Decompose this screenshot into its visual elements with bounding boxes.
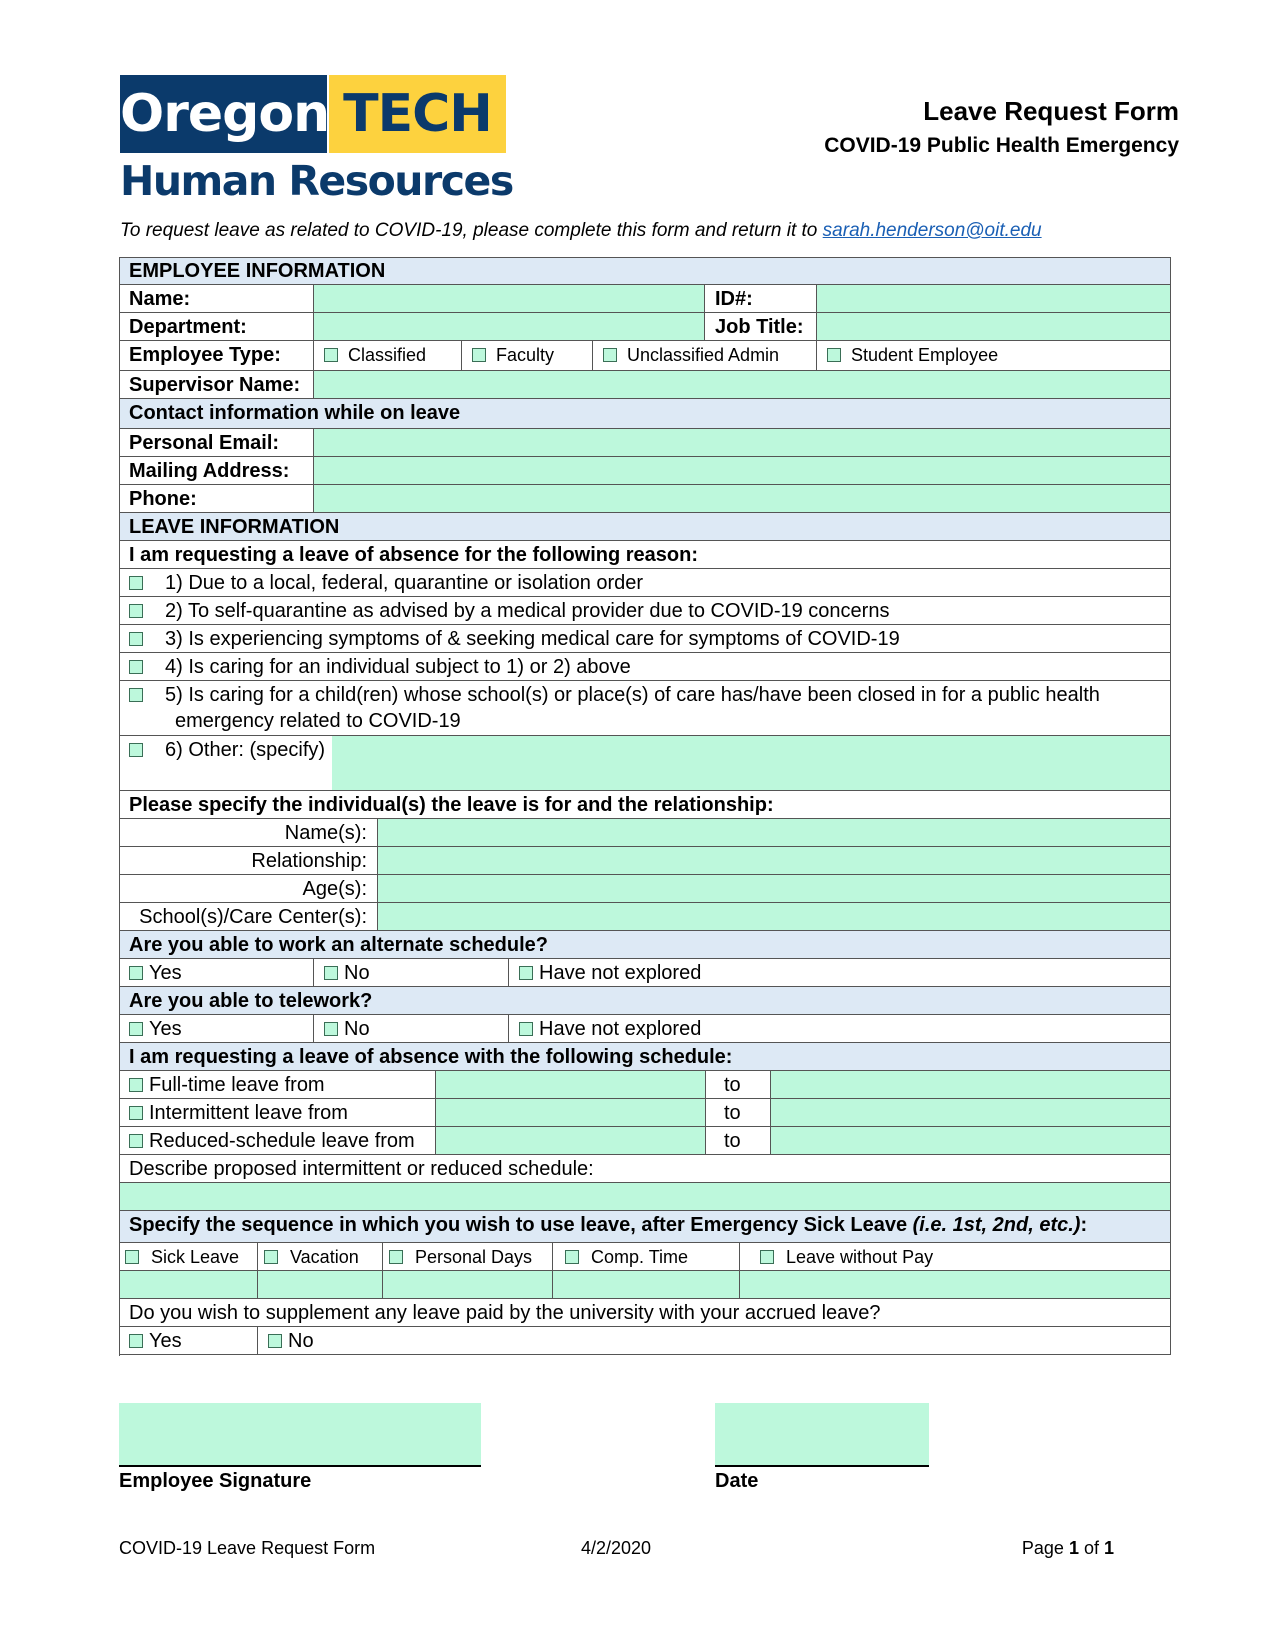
intermittent-from-field[interactable] — [436, 1099, 706, 1127]
schedule-reduced[interactable] — [119, 1127, 436, 1155]
checkbox-icon[interactable] — [472, 348, 486, 362]
telework-not-explored[interactable] — [509, 1015, 1171, 1043]
personal-days-order-field[interactable] — [383, 1271, 553, 1299]
checkbox-icon[interactable] — [129, 576, 143, 590]
individual-names-field[interactable] — [378, 819, 1171, 847]
checkbox-icon[interactable] — [129, 1022, 143, 1036]
reduced-to-field[interactable] — [771, 1127, 1171, 1155]
option-label: Personal Days — [415, 1247, 533, 1267]
leave-type-personal-days[interactable] — [383, 1243, 553, 1271]
date-field[interactable] — [715, 1403, 929, 1467]
alt-schedule-prompt: Are you able to work an alternate schedule? — [119, 931, 1171, 959]
hr-email-link[interactable]: sarah.henderson@oit.edu — [822, 220, 1042, 241]
leave-type-comp-time[interactable] — [553, 1243, 740, 1271]
alt-schedule-not-explored[interactable] — [509, 959, 1171, 987]
leave-type-sick[interactable] — [119, 1243, 258, 1271]
option-label: Faculty — [496, 345, 555, 365]
checkbox-icon[interactable] — [565, 1250, 579, 1264]
option-label: Student Employee — [851, 345, 999, 365]
logo-oregon: Oregon — [120, 75, 327, 153]
option-label: Vacation — [290, 1247, 359, 1267]
leave-type-without-pay[interactable] — [740, 1243, 1171, 1271]
checkbox-icon[interactable] — [129, 1334, 143, 1348]
footer-page-number — [1022, 1538, 1114, 1559]
other-specify-field[interactable] — [332, 736, 1171, 791]
option-label: Intermittent leave from — [149, 1102, 348, 1124]
employee-type-label: Employee Type: — [119, 341, 314, 371]
checkbox-icon[interactable] — [129, 604, 143, 618]
job-title-field[interactable] — [817, 313, 1171, 341]
sequence-prompt — [119, 1211, 1171, 1243]
checkbox-icon[interactable] — [129, 743, 143, 757]
ages-label: Age(s): — [119, 875, 378, 903]
checkbox-icon[interactable] — [760, 1250, 774, 1264]
sequence-colon: : — [1080, 1214, 1088, 1236]
supervisor-field[interactable] — [314, 371, 1171, 399]
checkbox-icon[interactable] — [129, 688, 143, 702]
ages-field[interactable] — [378, 875, 1171, 903]
mailing-address-label: Mailing Address: — [119, 457, 314, 485]
option-label: No — [344, 1018, 370, 1040]
checkbox-icon[interactable] — [264, 1250, 278, 1264]
checkbox-icon[interactable] — [519, 1022, 533, 1036]
leave-type-vacation[interactable] — [258, 1243, 383, 1271]
option-label: Unclassified Admin — [627, 345, 780, 365]
type-unclassified-admin[interactable] — [593, 341, 817, 371]
reason-label: 5) Is caring for a child(ren) whose school(s) or place(s) of care has/have been closed in for a public health — [165, 684, 1100, 706]
page-title: Leave Request Form — [923, 96, 1179, 126]
id-label: ID#: — [705, 285, 817, 313]
type-classified[interactable] — [314, 341, 462, 371]
intro-text — [120, 220, 1042, 242]
option-label: Yes — [149, 1330, 182, 1352]
supplement-no[interactable] — [258, 1327, 1171, 1355]
section-employee-info: EMPLOYEE INFORMATION — [119, 257, 1171, 285]
option-label: No — [344, 962, 370, 984]
checkbox-icon[interactable] — [324, 966, 338, 980]
checkbox-icon[interactable] — [129, 1134, 143, 1148]
page-prefix: Page — [1021, 1538, 1069, 1558]
relationship-field[interactable] — [378, 847, 1171, 875]
alt-schedule-yes[interactable] — [119, 959, 314, 987]
schedule-full-time[interactable] — [119, 1071, 436, 1099]
describe-field[interactable] — [119, 1183, 1171, 1211]
leave-without-pay-order-field[interactable] — [740, 1271, 1171, 1299]
page-current: 1 — [1068, 1538, 1079, 1558]
telework-prompt: Are you able to telework? — [119, 987, 1171, 1015]
school-label: School(s)/Care Center(s): — [119, 903, 378, 931]
option-label: No — [288, 1330, 314, 1352]
option-label: Sick Leave — [151, 1247, 240, 1267]
school-field[interactable] — [378, 903, 1171, 931]
full-time-from-field[interactable] — [436, 1071, 706, 1099]
checkbox-icon[interactable] — [519, 966, 533, 980]
schedule-prompt: I am requesting a leave of absence with the following schedule: — [119, 1043, 1171, 1071]
section-leave-info: LEAVE INFORMATION — [119, 513, 1171, 541]
reason-3[interactable] — [119, 625, 1171, 653]
page-total: 1 — [1103, 1538, 1114, 1558]
schedule-intermittent[interactable] — [119, 1099, 436, 1127]
sick-leave-order-field[interactable] — [119, 1271, 258, 1299]
option-label: Yes — [149, 1018, 182, 1040]
id-field[interactable] — [817, 285, 1171, 313]
reason-label: 2) To self-quarantine as advised by a medical provider due to COVID-19 concerns — [165, 600, 890, 622]
reason-label-continued: emergency related to COVID-19 — [175, 710, 461, 732]
checkbox-icon[interactable] — [827, 348, 841, 362]
name-field[interactable] — [314, 285, 705, 313]
personal-email-label: Personal Email: — [119, 429, 314, 457]
reduced-from-field[interactable] — [436, 1127, 706, 1155]
footer-form-name: COVID-19 Leave Request Form — [119, 1538, 376, 1558]
option-label: Classified — [348, 345, 427, 365]
reason-prompt: I am requesting a leave of absence for the following reason: — [119, 541, 1171, 569]
sequence-example: (i.e. 1st, 2nd, etc.) — [912, 1214, 1081, 1236]
mailing-address-field[interactable] — [314, 457, 1171, 485]
reason-label: 4) Is caring for an individual subject to 1) or 2) above — [165, 656, 631, 678]
leave-form — [119, 257, 1171, 1386]
reason-1[interactable] — [119, 569, 1171, 597]
checkbox-icon[interactable] — [324, 348, 338, 362]
page-of: of — [1078, 1538, 1104, 1558]
job-title-label: Job Title: — [705, 313, 817, 341]
intermittent-to-field[interactable] — [771, 1099, 1171, 1127]
employee-signature-label: Employee Signature — [119, 1470, 312, 1492]
telework-yes[interactable] — [119, 1015, 314, 1043]
to-label: to — [706, 1099, 771, 1127]
checkbox-icon[interactable] — [324, 1022, 338, 1036]
comp-time-order-field[interactable] — [553, 1271, 740, 1299]
checkbox-icon[interactable] — [129, 1078, 143, 1092]
reason-4[interactable] — [119, 653, 1171, 681]
sequence-text: Specify the sequence in which you wish to use leave, after Emergency Sick Leave — [129, 1214, 913, 1236]
type-faculty[interactable] — [462, 341, 593, 371]
logo-tech: TECH — [329, 75, 506, 153]
supervisor-label: Supervisor Name: — [119, 371, 314, 399]
to-label: to — [706, 1071, 771, 1099]
relationship-label: Relationship: — [119, 847, 378, 875]
option-label: Have not explored — [539, 1018, 702, 1040]
checkbox-icon[interactable] — [129, 1106, 143, 1120]
department-field[interactable] — [314, 313, 705, 341]
option-label: Have not explored — [539, 962, 702, 984]
option-label: Comp. Time — [591, 1247, 689, 1267]
footer-date: 4/2/2020 — [581, 1538, 652, 1558]
telework-no[interactable] — [314, 1015, 509, 1043]
to-label: to — [706, 1127, 771, 1155]
reason-label: 6) Other: (specify) — [165, 739, 326, 761]
reason-5[interactable] — [119, 681, 1171, 736]
page-subtitle: COVID-19 Public Health Emergency — [824, 134, 1179, 157]
supplement-prompt: Do you wish to supplement any leave paid by the university with your accrued leave? — [119, 1299, 1171, 1327]
reason-label: 3) Is experiencing symptoms of & seeking medical care for symptoms of COVID-19 — [165, 628, 900, 650]
checkbox-icon[interactable] — [389, 1250, 403, 1264]
checkbox-icon[interactable] — [268, 1334, 282, 1348]
checkbox-icon[interactable] — [129, 632, 143, 646]
option-label: Yes — [149, 962, 182, 984]
checkbox-icon[interactable] — [129, 660, 143, 674]
checkbox-icon[interactable] — [603, 348, 617, 362]
full-time-to-field[interactable] — [771, 1071, 1171, 1099]
option-label: Full-time leave from — [149, 1074, 325, 1096]
employee-signature-field[interactable] — [119, 1403, 481, 1467]
type-student-employee[interactable] — [817, 341, 1171, 371]
individual-names-label: Name(s): — [119, 819, 378, 847]
vacation-order-field[interactable] — [258, 1271, 383, 1299]
department-label: Department: — [119, 313, 314, 341]
intro-sentence: To request leave as related to COVID-19, please complete this form and return it to — [120, 220, 823, 241]
alt-schedule-no[interactable] — [314, 959, 509, 987]
option-label: Leave without Pay — [786, 1247, 934, 1267]
name-label: Name: — [119, 285, 314, 313]
phone-label: Phone: — [119, 485, 314, 513]
supplement-yes[interactable] — [119, 1327, 258, 1355]
section-contact-info: Contact information while on leave — [119, 399, 1171, 429]
checkbox-icon[interactable] — [129, 966, 143, 980]
option-label: Reduced-schedule leave from — [149, 1130, 415, 1152]
phone-field[interactable] — [314, 485, 1171, 513]
individual-prompt: Please specify the individual(s) the leave is for and the relationship: — [119, 791, 1171, 819]
personal-email-field[interactable] — [314, 429, 1171, 457]
describe-prompt: Describe proposed intermittent or reduced schedule: — [119, 1155, 1171, 1183]
logo-human-resources: Human Resources — [120, 157, 513, 205]
reason-2[interactable] — [119, 597, 1171, 625]
date-label: Date — [715, 1470, 759, 1492]
reason-label: 1) Due to a local, federal, quarantine or isolation order — [165, 572, 644, 594]
checkbox-icon[interactable] — [125, 1250, 139, 1264]
